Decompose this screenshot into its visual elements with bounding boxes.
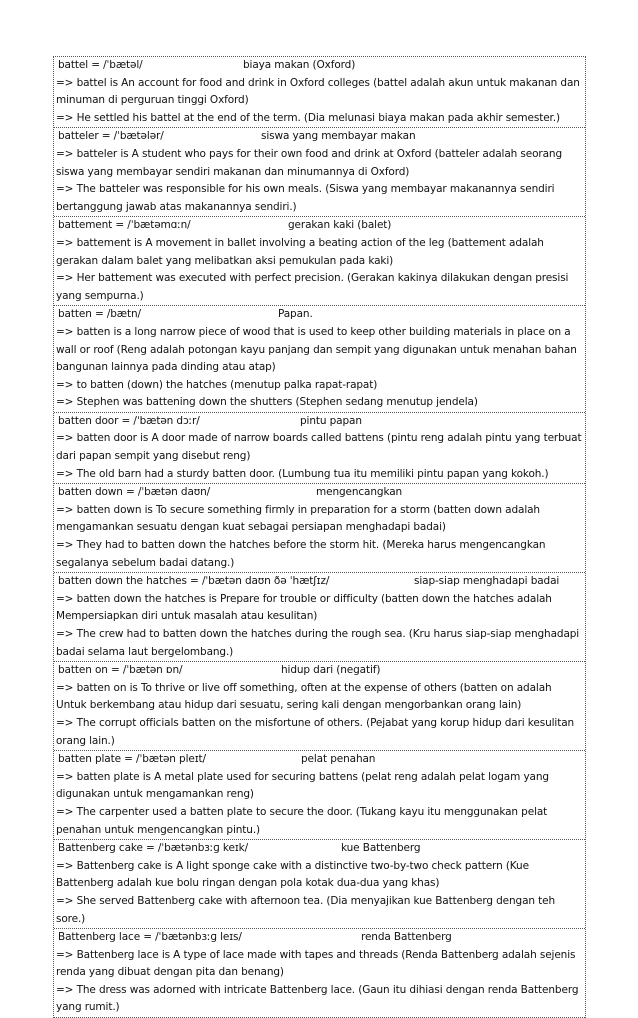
entry-battenberg-cake: [54, 840, 585, 929]
entry-heading: [56, 751, 583, 769]
entry-example: => The corrupt officials batten on the misfortune of others. (Pejabat yang korup hidup dari kesulitan orang lain.): [56, 716, 575, 747]
entry-definition: => batten is a long narrow piece of wood that is used to keep other building materials in place on a wall or roof (Reng adalah potongan kayu panjang dan sempit yang digunakan untuk menahan bahan bangunan lainnya pada dinding atau atap): [56, 325, 577, 374]
entry-heading: [56, 840, 583, 858]
entry-example: => The batteler was responsible for his own meals. (Siswa yang membayar makanannya sendiri bertanggung jawab atas makanannya sendiri.): [56, 183, 555, 213]
entry-term: batten down the hatches = /ˈbætən daʊn ðə ˈhætʃɪz/: [58, 575, 330, 588]
entry-heading: [56, 573, 583, 591]
entry-example: => The old barn had a sturdy batten door. (Lumbung tua itu memiliki pintu papan yang kokoh.): [56, 467, 549, 480]
entry-definition: => battel is An account for food and drink in Oxford colleges (battel adalah akun untuk makanan dan minuman di perguruan tinggi Oxford): [56, 76, 580, 107]
entry-example: => Her battement was executed with perfect precision. (Gerakan kakinya dilakukan dengan presisi yang sempurna.): [56, 272, 569, 302]
entry-term: batten on = /ˈbætən ɒn/: [58, 664, 183, 677]
entry-example: => Stephen was battening down the shutters (Stephen sedang menutup jendela): [56, 396, 478, 409]
entry-batten-plate: [54, 751, 585, 840]
entry-batteler: [54, 128, 585, 217]
entry-example: => He settled his battel at the end of the term. (Dia melunasi biaya makan pada akhir semester.): [56, 111, 560, 124]
entry-battel: [54, 57, 585, 128]
entry-example: => They had to batten down the hatches before the storm hit. (Mereka harus mengencangkan segalanya sebelum badai datang.): [56, 539, 546, 569]
entry-term: batteler = /ˈbætələr/: [58, 130, 164, 143]
entry-meaning: mengencangkan: [316, 486, 403, 499]
entry-term: Battenberg cake = /ˈbætənbɜːɡ keɪk/: [58, 842, 248, 855]
entry-definition: => battement is A movement in ballet involving a beating action of the leg (battement adalah gerakan dalam balet yang melibatkan aksi pemukulan pada kaki): [56, 236, 544, 267]
entry-definition: => batten on is To thrive or live off something, often at the expense of others (batten on adalah Untuk berkembang atau hidup dari sesuatu, sering kali dengan mengorbankan orang lain): [56, 681, 552, 712]
entry-meaning: gerakan kaki (balet): [288, 219, 392, 232]
entry-example: => The crew had to batten down the hatches during the rough sea. (Kru harus siap-siap menghadapi badai selama laut bergelombang.): [56, 628, 580, 658]
entry-definition: => batten door is A door made of narrow boards called battens (pintu reng adalah pintu yang terbuat dari papan sempit yang disebut reng): [56, 432, 582, 463]
entry-heading: [56, 413, 583, 431]
entry-term: batten plate = /ˈbætən pleɪt/: [58, 753, 206, 766]
entry-batten-down: [54, 484, 585, 573]
entry-battenberg-lace: [54, 929, 585, 1018]
entry-example: => The carpenter used a batten plate to secure the door. (Tukang kayu itu menggunakan pelat penahan untuk mengencangkan pintu.): [56, 805, 548, 836]
entry-term: batten door = /ˈbætən dɔːr/: [58, 414, 200, 427]
entry-definition: => batten down the hatches is Prepare for trouble or difficulty (batten down the hatches adalah Mempersiapkan diri untuk masalah atau kesulitan): [56, 592, 552, 623]
entry-meaning: biaya makan (Oxford): [243, 59, 356, 71]
entry-example: => She served Battenberg cake with afternoon tea. (Dia menyajikan kue Battenberg dengan teh sore.): [56, 894, 556, 925]
entry-term: batten down = /ˈbætən daʊn/: [58, 486, 211, 499]
entry-heading: [56, 217, 583, 235]
entry-definition: => batteler is A student who pays for their own food and drink at Oxford (batteler adalah seorang siswa yang membayar sendiri makanan dan minumannya di Oxford): [56, 147, 563, 178]
entry-meaning: renda Battenberg: [361, 931, 452, 944]
entry-batten: [54, 306, 585, 413]
entry-batten-door: [54, 413, 585, 484]
entry-term: battement = /ˈbætəmɑːn/: [58, 219, 191, 232]
glossary-sheet: [53, 56, 586, 1018]
entry-meaning: hidup dari (negatif): [281, 664, 381, 677]
entry-meaning: siap-siap menghadapi badai: [414, 575, 560, 588]
entry-definition: => batten plate is A metal plate used for securing battens (pelat reng adalah pelat logam yang digunakan untuk mengamankan reng): [56, 770, 549, 801]
entry-heading: [56, 484, 583, 502]
entry-definition: => Battenberg cake is A light sponge cake with a distinctive two-by-two check pattern (Kue Battenberg adalah kue bolu ringan dengan pola kotak dua-dua yang khas): [56, 859, 529, 890]
entry-meaning: pelat penahan: [301, 753, 376, 766]
entry-meaning: kue Battenberg: [341, 842, 421, 855]
entry-heading: [56, 929, 583, 947]
entry-heading: [56, 662, 583, 680]
entry-meaning: pintu papan: [300, 414, 362, 427]
entry-batten-down-the-hatches: [54, 573, 585, 662]
entry-battement: [54, 217, 585, 306]
entry-example: => The dress was adorned with intricate Battenberg lace. (Gaun itu dihiasi dengan renda Battenberg yang rumit.): [56, 983, 579, 1014]
entry-definition: => batten down is To secure something firmly in preparation for a storm (batten down adalah mengamankan sesuatu dengan kuat sebagai persiapan menghadapi badai): [56, 503, 540, 534]
entry-meaning: Papan.: [278, 308, 313, 321]
entry-term: Battenberg lace = /ˈbætənbɜːɡ leɪs/: [58, 931, 242, 944]
entry-heading: [56, 57, 583, 75]
entry-term: batten = /bætn/: [58, 308, 141, 321]
entry-meaning: siswa yang membayar makan: [261, 130, 416, 143]
entry-heading: [56, 306, 583, 324]
entry-extra: => to batten (down) the hatches (menutup palka rapat-rapat): [56, 378, 378, 391]
entry-batten-on: [54, 662, 585, 751]
entry-definition: => Battenberg lace is A type of lace made with tapes and threads (Renda Battenberg adalah sejenis renda yang dibuat dengan pita dan benang): [56, 948, 576, 979]
entry-term: battel = /ˈbætəl/: [58, 59, 143, 71]
entry-heading: [56, 128, 583, 146]
